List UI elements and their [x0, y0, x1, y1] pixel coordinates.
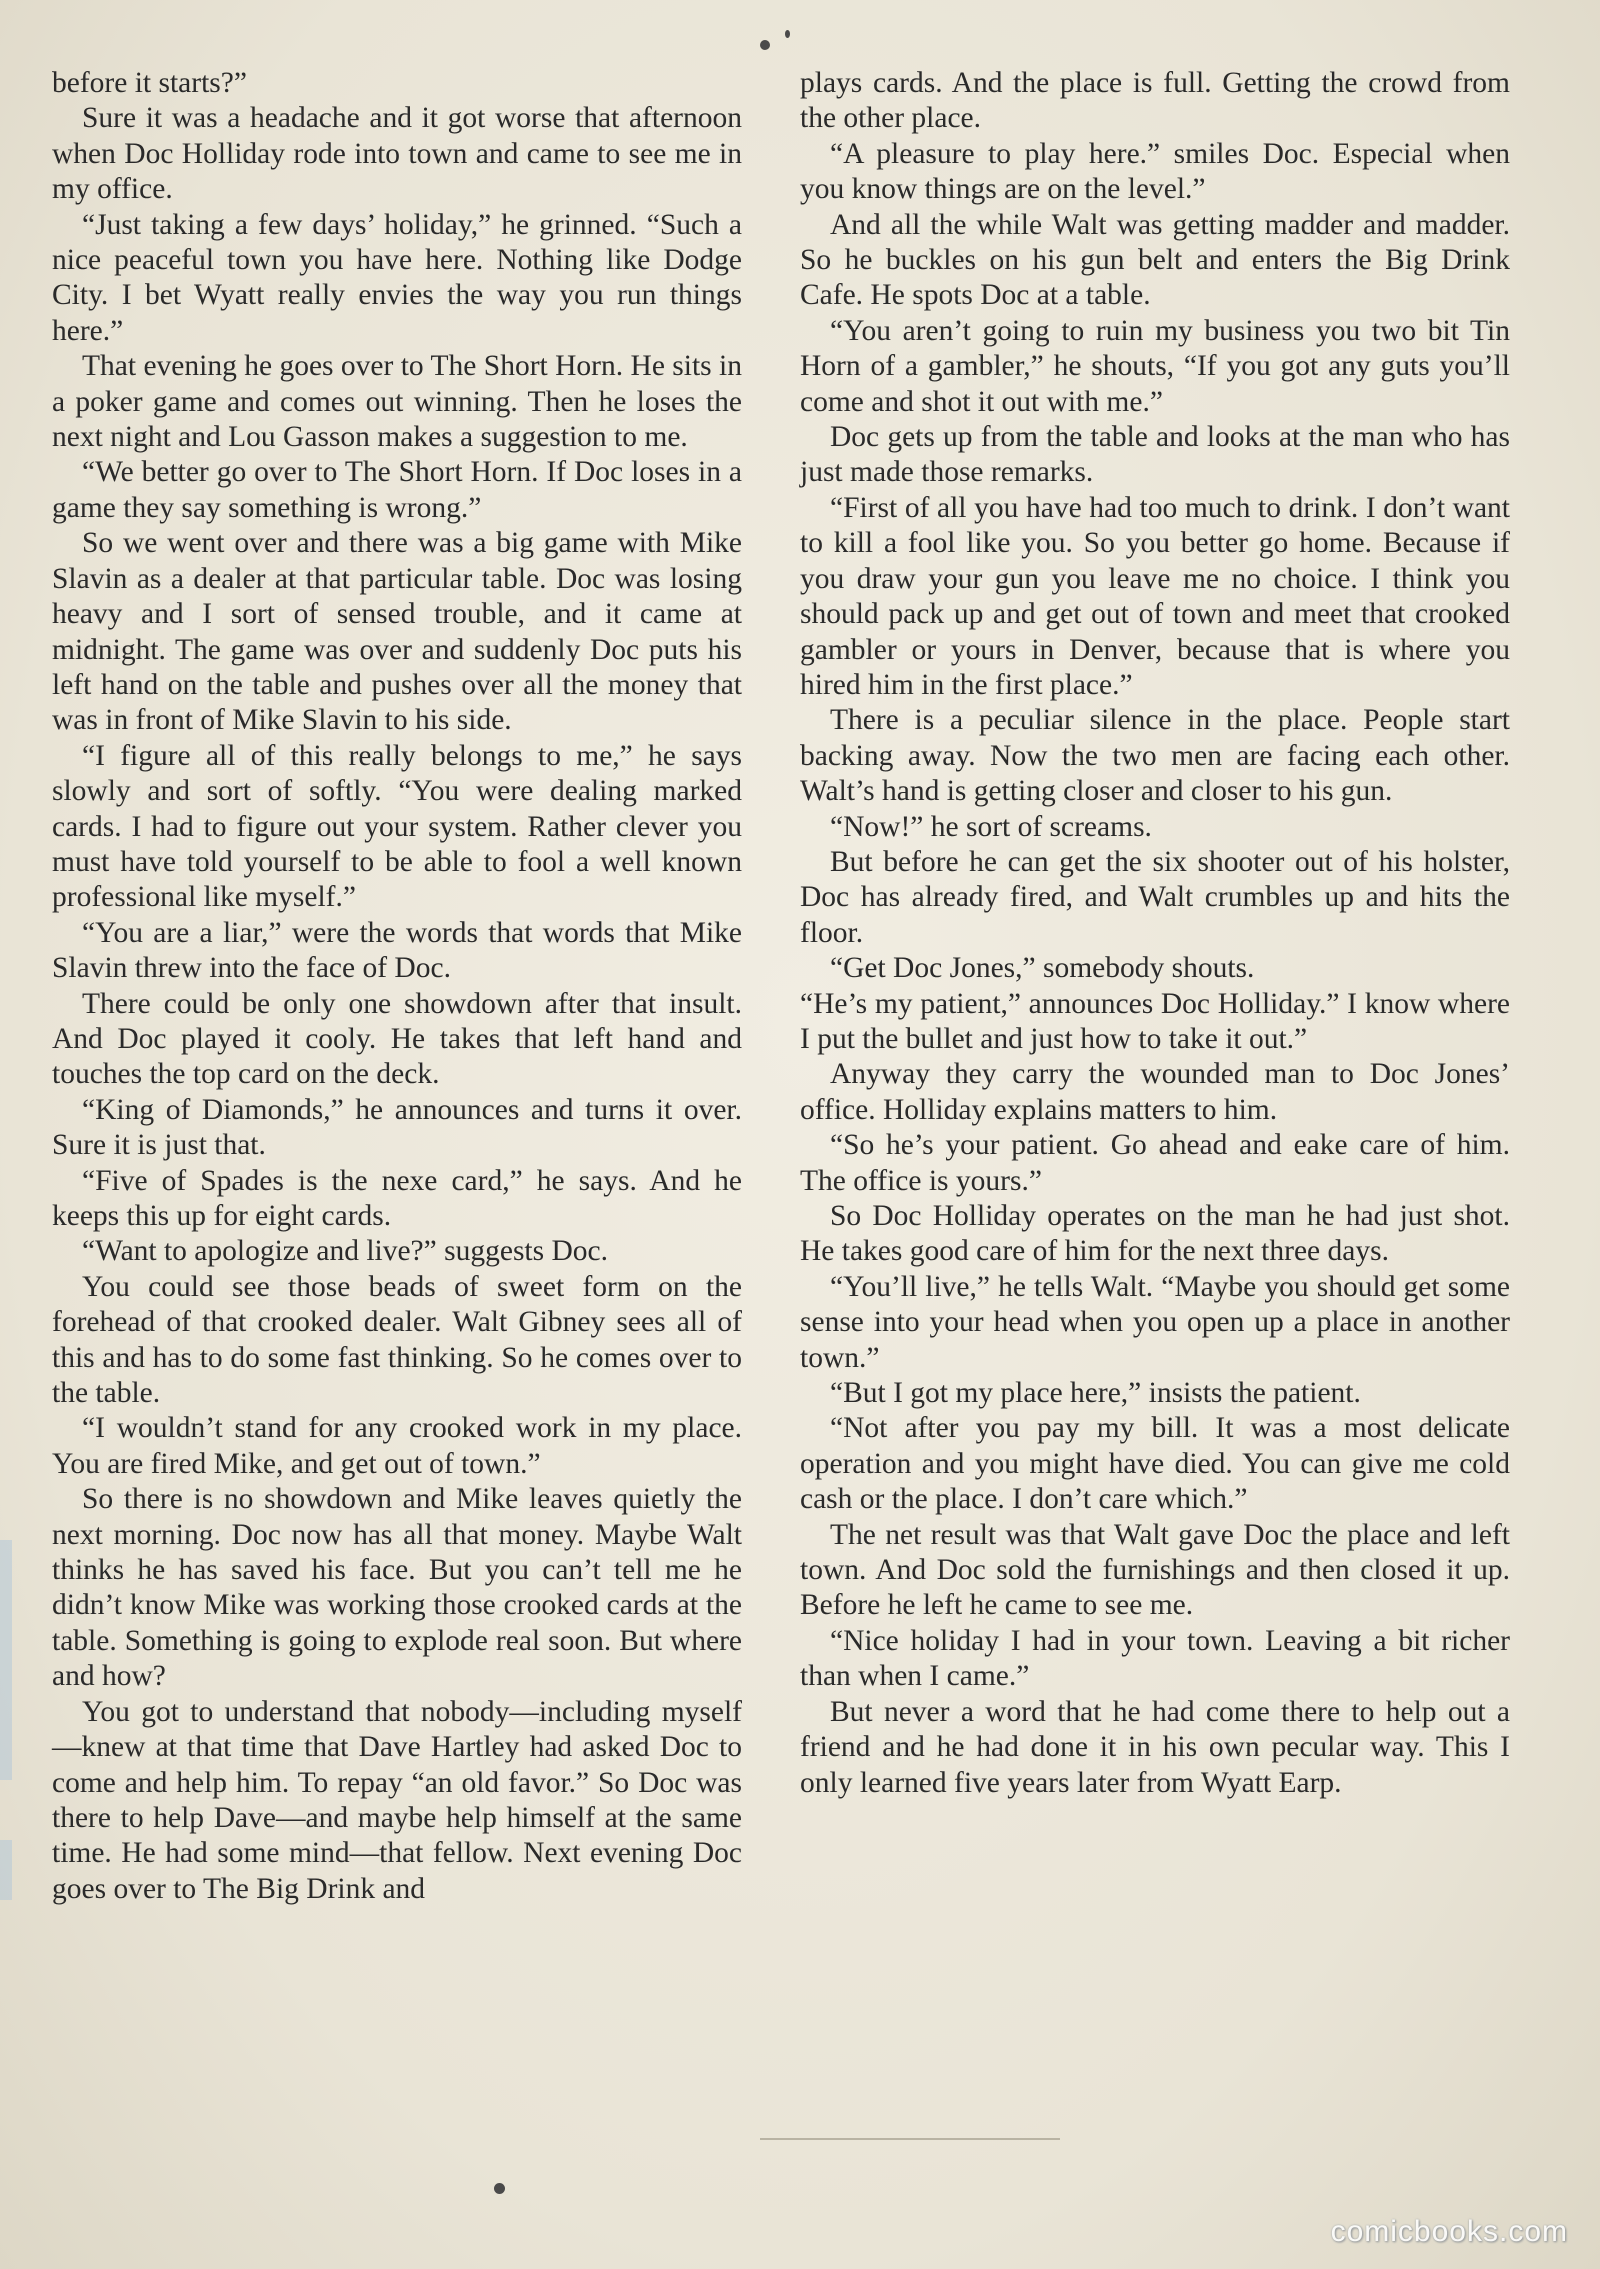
- paragraph: “We better go over to The Short Horn. If Doc loses in a game they say something is wrong.”: [52, 456, 742, 524]
- end-rule: [760, 2138, 1060, 2140]
- paragraph: “But I got my place here,” insists the patient.: [830, 1377, 1361, 1410]
- paragraph: “Get Doc Jones,” somebody shouts.: [830, 952, 1255, 985]
- paragraph: “You’ll live,” he tells Walt. “Maybe you should get some sense into your head when you open up a place in another town.”: [800, 1270, 1510, 1374]
- paragraph: You could see those beads of sweet form on the forehead of that crooked dealer. Walt Gibney sees all of this and has to do some fast thinking. So he comes over to the table.: [52, 1270, 742, 1410]
- paragraph: “He’s my patient,” announces Doc Holliday.” I know where I put the bullet and just how to take it out.”: [800, 987, 1510, 1055]
- paragraph: “So he’s your patient. Go ahead and eake care of him. The office is yours.”: [800, 1129, 1510, 1197]
- paragraph: “You are a liar,” were the words that words that Mike Slavin threw into the face of Doc.: [52, 916, 742, 985]
- paragraph: That evening he goes over to The Short Horn. He sits in a poker game and comes out winning. Then he loses the next night and Lou Gasson makes a suggestion to me.: [52, 350, 742, 454]
- paragraph: “Now!” he sort of screams.: [830, 810, 1152, 843]
- paragraph: “Just taking a few days’ holiday,” he grinned. “Such a nice peaceful town you have here. Nothing like Dodge City. I bet Wyatt really envies the way you run things here.”: [52, 208, 742, 347]
- paragraph: So we went over and there was a big game with Mike Slavin as a dealer at that particular table. Doc was losing heavy and I sort of sensed trouble, and it came at midnight. The game was over and suddenly Doc puts his left hand on the table and pushes over all the money that was in front of Mike Slavin to his side.: [52, 527, 742, 737]
- paragraph: “A pleasure to play here.” smiles Doc. Especial when you know things are on the level.”: [800, 137, 1510, 206]
- left-text-column: [52, 66, 742, 1907]
- paragraph: There could be only one showdown after that insult. And Doc played it cooly. He takes that left hand and touches the top card on the deck.: [52, 987, 742, 1091]
- print-speck: [785, 30, 790, 38]
- paragraph: So Doc Holliday operates on the man he had just shot. He takes good care of him for the next three days.: [800, 1200, 1510, 1268]
- paragraph: You got to understand that nobody—including myself—knew at that time that Dave Hartley had asked Doc to come and help him. To repay “an old favor.” So Doc was there to help Dave—and maybe help himself at the same time. He had some mind—that fellow. Next evening Doc goes over to The Big Drink and: [52, 1695, 742, 1905]
- paragraph: “I wouldn’t stand for any crooked work in my place. You are fired Mike, and get out of town.”: [52, 1412, 742, 1480]
- edge-stain: [0, 1840, 12, 1900]
- print-speck: [760, 40, 770, 50]
- paragraph: But before he can get the six shooter out of his holster, Doc has already fired, and Walt crumbles up and hits the floor.: [800, 845, 1510, 949]
- paragraph: “Five of Spades is the nexe card,” he says. And he keeps this up for eight cards.: [52, 1164, 742, 1232]
- paragraph: “Want to apologize and live?” suggests Doc.: [82, 1235, 609, 1268]
- paragraph: Doc gets up from the table and looks at the man who has just made those remarks.: [800, 421, 1510, 489]
- right-text-column: [800, 66, 1510, 1801]
- paragraph: “Not after you pay my bill. It was a most delicate operation and you might have died. You can give me cold cash or the place. I don’t care which.”: [800, 1412, 1510, 1516]
- paragraph: But never a word that he had come there to help out a friend and he had done it in his own pecular way. This I only learned five years later from Wyatt Earp.: [800, 1695, 1510, 1799]
- paragraph: before it starts?”: [52, 67, 247, 99]
- paragraph: There is a peculiar silence in the place. People start backing away. Now the two men are facing each other. Walt’s hand is getting closer and closer to his gun.: [800, 704, 1510, 808]
- paragraph: “Nice holiday I had in your town. Leaving a bit richer than when I came.”: [800, 1624, 1510, 1693]
- paragraph: “I figure all of this really belongs to me,” he says slowly and sort of softly. “You were dealing marked cards. I had to figure out your system. Rather clever you must have told yourself to be able to fool a well known professional like myself.”: [52, 739, 742, 914]
- print-speck: [494, 2183, 505, 2194]
- edge-stain: [0, 1540, 12, 1780]
- paragraph: So there is no showdown and Mike leaves quietly the next morning. Doc now has all that money. Maybe Walt thinks he has saved his face. But you can’t tell me he didn’t know Mike was working those crooked cards at the table. Something is going to explode real soon. But where and how?: [52, 1483, 742, 1693]
- paragraph: Sure it was a headache and it got worse that afternoon when Doc Holliday rode into town and came to see me in my office.: [52, 102, 742, 206]
- paragraph: “King of Diamonds,” he announces and turns it over. Sure it is just that.: [52, 1093, 742, 1162]
- paragraph: “First of all you have had too much to drink. I don’t want to kill a fool like you. So you better go home. Because if you draw your gun you leave me no choice. I think you should pack up and get out of town and meet that crooked gambler or yours in Denver, because that is where you hired him in the first place.”: [800, 491, 1510, 701]
- paragraph: The net result was that Walt gave Doc the place and left town. And Doc sold the furnishings and then closed it up. Before he left he came to see me.: [800, 1518, 1510, 1622]
- paragraph: “You aren’t going to ruin my business you two bit Tin Horn of a gambler,” he shouts, “If you got any guts you’ll come and shot it out with me.”: [800, 314, 1510, 418]
- paragraph: Anyway they carry the wounded man to Doc Jones’ office. Holliday explains matters to him.: [800, 1058, 1510, 1126]
- paragraph: plays cards. And the place is full. Getting the crowd from the other place.: [800, 67, 1510, 135]
- site-watermark: comicbooks.com: [1330, 2215, 1568, 2248]
- paragraph: And all the while Walt was getting madder and madder. So he buckles on his gun belt and enters the Big Drink Cafe. He spots Doc at a table.: [800, 208, 1510, 312]
